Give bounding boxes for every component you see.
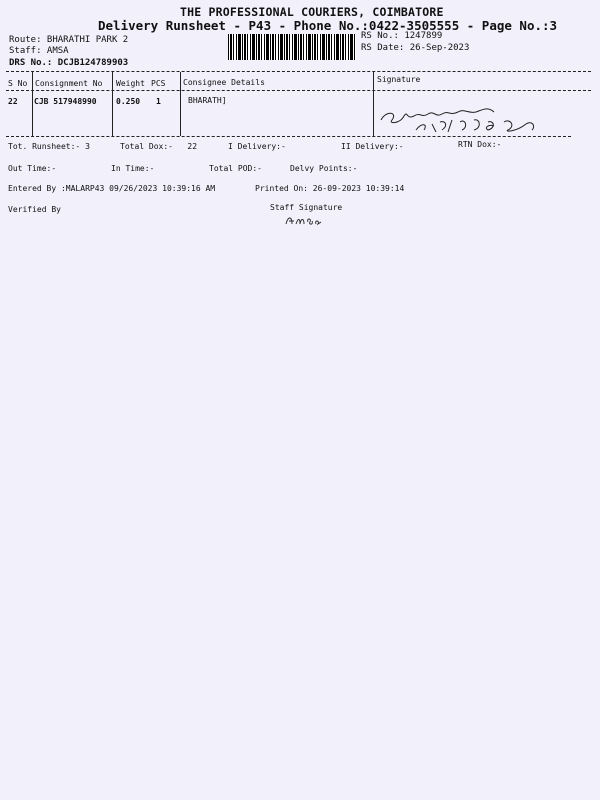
total-runsheet: Tot. Runsheet:- 3: [8, 142, 90, 151]
header-bottom-rule: [6, 90, 591, 91]
rs-date: RS Date: 26-Sep-2023: [361, 43, 470, 53]
barcode: [228, 34, 356, 60]
verified-by: Verified By: [8, 205, 61, 214]
col-divider: [112, 72, 113, 136]
printed-on: Printed On: 26-09-2023 10:39:14: [255, 184, 405, 193]
in-time: In Time:-: [111, 164, 155, 173]
col-header-signature: Signature: [377, 75, 421, 84]
table-top-rule: [6, 71, 591, 72]
total-dox: Total Dox:- 22: [120, 142, 198, 151]
col-header-weight: Weight: [116, 79, 145, 88]
staff-handwritten-signature: [284, 212, 324, 228]
company-title: THE PROFESSIONAL COURIERS, COIMBATORE: [180, 5, 444, 19]
row-pcs: 1: [156, 97, 161, 106]
runsheet-subtitle: Delivery Runsheet - P43 - Phone No.:0422-3505555 - Page No.:3: [98, 18, 558, 33]
col-header-sno: S No: [8, 79, 28, 88]
rtn-dox: RTN Dox:-: [458, 140, 502, 149]
col-divider: [180, 72, 181, 136]
drs-number: DRS No.: DCJB124789903: [9, 58, 129, 68]
delvy-points: Delvy Points:-: [290, 164, 358, 173]
staff-signature-label: Staff Signature: [270, 203, 343, 212]
out-time: Out Time:-: [8, 164, 57, 173]
col-header-pcs: PCS: [151, 79, 166, 88]
rs-number: RS No.: 1247899: [361, 31, 443, 41]
ii-delivery: II Delivery:-: [341, 142, 404, 151]
col-divider: [32, 72, 33, 136]
i-delivery: I Delivery:-: [228, 142, 286, 151]
row-consignee: BHARATH]: [188, 96, 227, 105]
entered-by: Entered By :MALARP43 09/26/2023 10:39:16 AM: [8, 184, 216, 193]
row-sno: 22: [8, 97, 18, 106]
row-consignment-no: CJB 517948990: [34, 97, 97, 106]
route-label: Route: BHARATHI PARK 2: [9, 35, 129, 45]
col-divider: [373, 72, 374, 136]
total-pod: Total POD:-: [209, 164, 262, 173]
col-header-consignment: Consignment No: [35, 79, 103, 88]
row-weight: 0.250: [116, 97, 141, 106]
col-header-consignee: Consignee Details: [183, 78, 265, 87]
handwritten-signature: [376, 98, 556, 138]
staff-label: Staff: AMSA: [9, 46, 69, 56]
